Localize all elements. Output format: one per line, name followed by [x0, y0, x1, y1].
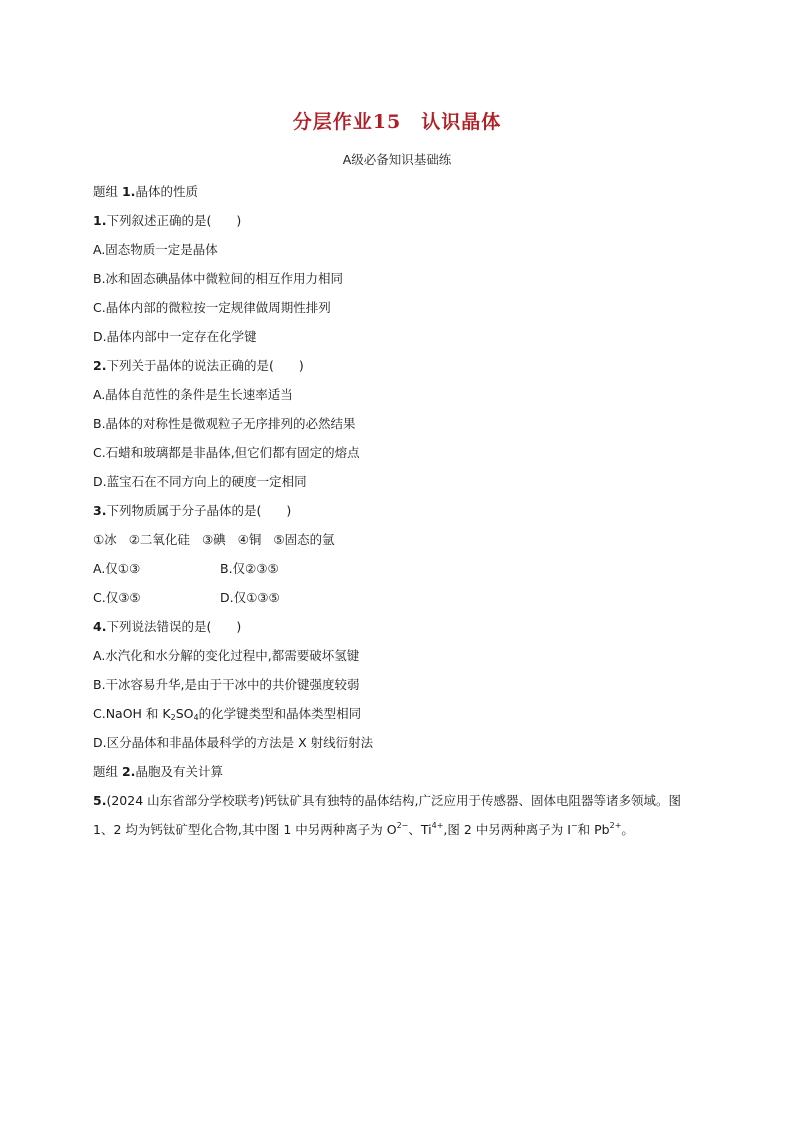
question-3-items [93, 525, 713, 554]
question-5-text-2: 、Ti [408, 822, 432, 837]
page-title: 分层作业15 认识晶体 [292, 111, 502, 133]
question-3-item: ②二氧化硅 [128, 532, 190, 547]
question-2-option-d: D.蓝宝石在不同方向上的硬度一定相同 [93, 474, 307, 489]
question-3-item: ③碘 [201, 532, 226, 547]
question-2-option-a: A.晶体自范性的条件是生长速率适当 [93, 387, 293, 402]
question-3-number: 3. [93, 503, 107, 518]
page-subtitle: A级必备知识基础练 [342, 152, 452, 167]
question-1-stem [93, 206, 713, 235]
group-2-number: 2. [121, 764, 136, 779]
question-3-option-c: C.仅③⑤ [93, 590, 141, 605]
question-content [93, 177, 713, 844]
question-4-stem [93, 612, 713, 641]
superscript-o-charge: 2− [396, 821, 409, 830]
question-4-option-b: B.干冰容易升华,是由于干冰中的共价键强度较弱 [93, 677, 360, 692]
question-2-stem [93, 351, 713, 380]
question-5-paragraph [93, 786, 703, 844]
question-4-option-d: D.区分晶体和非晶体最科学的方法是 X 射线衍射法 [93, 735, 374, 750]
question-5-text-3: ,图 2 中另两种离子为 I [443, 822, 571, 837]
subscript-4: 4 [193, 713, 199, 722]
question-4-number: 4. [93, 619, 107, 634]
question-3-item: ⑤固态的氩 [273, 532, 335, 547]
superscript-pb-charge: 2+ [609, 821, 622, 830]
group-2-prefix: 题组 [93, 764, 122, 779]
superscript-ti-charge: 4+ [431, 821, 444, 830]
question-3-item: ①冰 [93, 532, 117, 547]
question-2-option-b: B.晶体的对称性是微观粒子无序排列的必然结果 [93, 416, 356, 431]
question-2-number: 2. [93, 358, 107, 373]
question-2-text: 下列关于晶体的说法正确的是( ) [106, 358, 304, 373]
question-3-options-row-1 [93, 554, 713, 583]
question-5-text-4: 和 Pb [577, 822, 610, 837]
question-3-option-a: A.仅①③ [93, 561, 141, 576]
group-2-title: 晶胞及有关计算 [135, 764, 223, 779]
question-5-text-1: (2024 山东省部分学校联考)钙钛矿具有独特的晶体结构,广泛应用于传感器、固体电阻器等诸多领域。图 1、2 均为钙钛矿型化合物,其中图 1 中另两种离子为 O [93, 793, 681, 837]
question-1-option-c: C.晶体内部的微粒按一定规律做周期性排列 [93, 300, 331, 315]
group-1-prefix: 题组 [93, 184, 122, 199]
superscript-i-charge: − [570, 821, 578, 830]
question-3-options-row-2 [93, 583, 713, 612]
question-1-option-a: A.固态物质一定是晶体 [93, 242, 218, 257]
question-3-text: 下列物质属于分子晶体的是( ) [106, 503, 292, 518]
group-1-number: 1. [121, 184, 136, 199]
question-3-stem [93, 496, 713, 525]
option-c-text-end: 的化学键类型和晶体类型相同 [198, 706, 362, 721]
group-1-heading [93, 177, 713, 206]
question-3-option-d: D.仅①③⑤ [220, 590, 280, 605]
question-4-option-a: A.水汽化和水分解的变化过程中,都需要破坏氢键 [93, 648, 360, 663]
question-1-number: 1. [93, 213, 107, 228]
question-3-item: ④铜 [237, 532, 262, 547]
question-5-number: 5. [93, 793, 107, 808]
option-c-formula: SO [175, 706, 194, 721]
group-1-title: 晶体的性质 [135, 184, 198, 199]
group-2-heading [93, 757, 713, 786]
question-5-text-5: 。 [621, 822, 634, 837]
question-1-text: 下列叙述正确的是( ) [106, 213, 242, 228]
question-1-option-d: D.晶体内部中一定存在化学键 [93, 329, 257, 344]
question-2-option-c: C.石蜡和玻璃都是非晶体,但它们都有固定的熔点 [93, 445, 360, 460]
question-4-option-c [93, 699, 713, 728]
option-c-text-start: C.NaOH 和 K [93, 706, 171, 721]
question-4-text: 下列说法错误的是( ) [106, 619, 242, 634]
question-1-option-b: B.冰和固态碘晶体中微粒间的相互作用力相同 [93, 271, 344, 286]
subscript-2: 2 [170, 713, 176, 722]
question-3-option-b: B.仅②③⑤ [220, 561, 279, 576]
